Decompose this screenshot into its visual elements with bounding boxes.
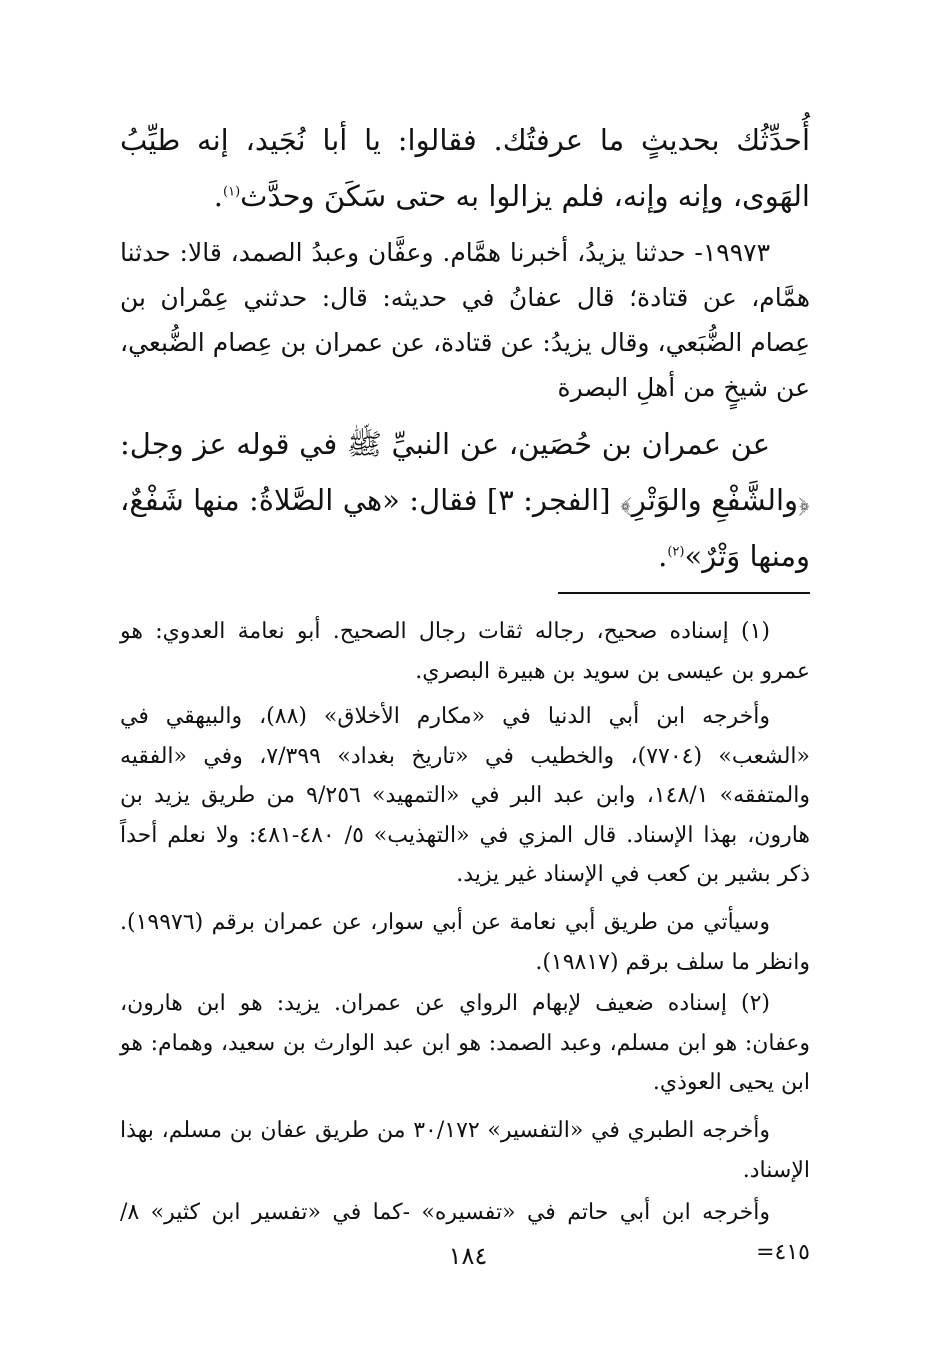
continued-hadith-body: أُحدِّثُك بحديثٍ ما عرفتُك. فقالوا: يا أبا نُجَيد، إنه طيِّبُ الهَوى، وإنه وإنه، فلم يزالوا به حتى سَكَنَ وحدَّث <box>120 123 810 213</box>
footnote-2-continued: وأخرجه ابن أبي حاتم في «تفسيره» -كما في «تفسير ابن كثير» ٨/ ٤١٥= <box>120 1200 810 1265</box>
page-number: ١٨٤ <box>448 1242 488 1270</box>
footnote-1-sources: وأخرجه ابن أبي الدنيا في «مكارم الأخلاق» (٨٨)، والبيهقي في «الشعب» (٧٧٠٤)، والخطيب في «تاريخ بغداد» ٧/٣٩٩، وفي «الفقيه والمتفقه» ١٤٨/١، وابن عبد البر في «التمهيد» ٩/٢٥٦ من طريق يزيد بن هارون، بهذا الإسناد. قال المزي في «التهذيب» ٥/ ٤٨٠-٤٨١: ولا نعلم أحداً ذكر بشير بن كعب في الإسناد غير يزيد. <box>120 704 811 887</box>
hadith-19973-chain: ١٩٩٧٣- حدثنا يزيدُ، أخبرنا همَّام. وعفَّان وعبدُ الصمد، قالا: حدثنا همَّام، عن قتادة؛ قال عفانُ في حديثه: قال: حدثني عِمْران بن عِصام الضُّبَعي، وقال يزيدُ: عن قتادة، عن عمران بن عِصام الضُّبعي، عن شيخٍ من أهلِ البصرة <box>120 238 810 402</box>
footnote-ref-2: (٢) <box>667 544 685 560</box>
footnote-separator <box>558 592 810 594</box>
hadith-19973-matn-body: عن عمران بن حُصَين، عن النبيِّ ﷺ في قوله عز وجل: ﴿والشَّفْعِ والوَتْرِ﴾ [الفجر: ٣] فقال: «هي الصَّلاةُ: منها شَفْعٌ، ومنها وَتْرٌ» <box>120 427 810 573</box>
hadith-19973-matn-end: . <box>658 539 668 573</box>
footnote-2-sources: وأخرجه الطبري في «التفسير» ٣٠/١٧٢ من طريق عفان بن مسلم، بهذا الإسناد. <box>120 1118 810 1183</box>
footnote-1-cross-reference: وسيأتي من طريق أبي نعامة عن أبي سوار، عن عمران برقم (١٩٩٧٦). وانظر ما سلف برقم (١٩٨١٧). <box>120 910 810 975</box>
footnote-ref-1: (١) <box>223 184 241 200</box>
footnote-2-grading: (٢) إسناده ضعيف لإبهام الرواي عن عمران. يزيد: هو ابن هارون، وعفان: هو ابن مسلم، وعبد الصمد: هو ابن عبد الوارث بن سعيد، وهمام: هو ابن يحيى العوذي. <box>120 991 810 1095</box>
footnote-1-grading: (١) إسناده صحيح، رجاله ثقات رجال الصحيح. أبو نعامة العدوي: هو عمرو بن عيسى بن سويد بن هبيرة البصري. <box>120 619 810 684</box>
continued-hadith-text <box>120 112 810 224</box>
continued-hadith-end: . <box>213 179 223 213</box>
hadith-19973-matn <box>120 416 810 584</box>
